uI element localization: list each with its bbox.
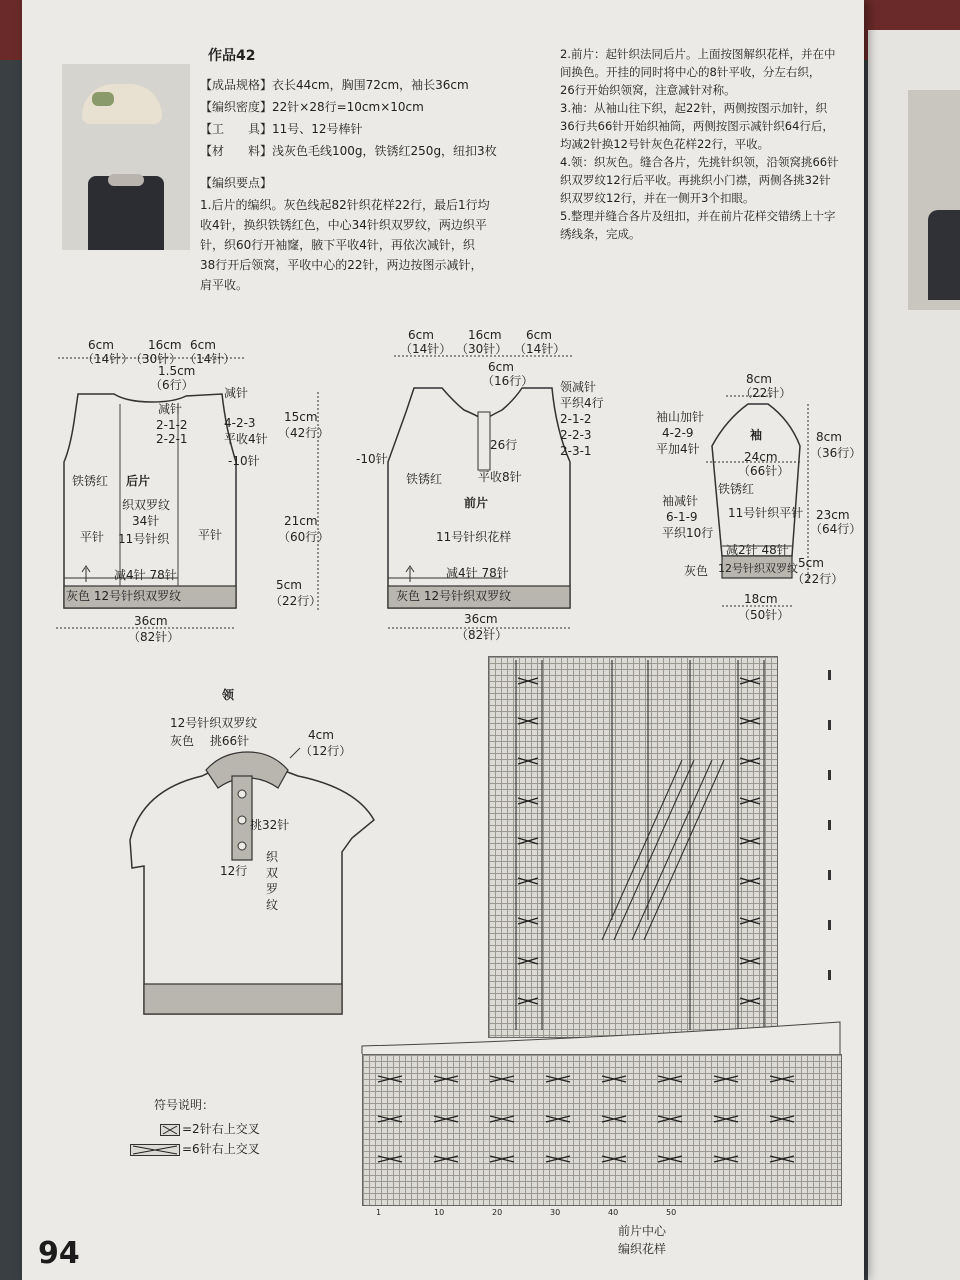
back-h-mid-rows: （60行） [278, 530, 330, 544]
sleeve-bottom: 18cm [744, 592, 778, 606]
back-h-bot-rows: （22行） [270, 594, 322, 608]
back-h-mid: 21cm [284, 514, 318, 528]
back-dec-label: 减针 [224, 386, 249, 400]
back-top-dim-left: 6cm [88, 338, 114, 352]
chart-axis-label: 40 [608, 1208, 619, 1217]
book-page [22, 0, 864, 1280]
left-text-line: 肩平收。 [200, 278, 249, 292]
chart-axis-label: 50 [666, 1208, 677, 1217]
back-top-sts-left: （14针） [82, 352, 134, 366]
sleeve-mid-sts: （66针） [738, 464, 790, 478]
sleeve-color: 铁锈红 [718, 482, 755, 496]
work-title: 作品42 [208, 48, 256, 64]
back-neck-dec: 减针 [158, 402, 183, 416]
right-text-line: 5.整理并缝合各片及纽扣，并在前片花样交错绣上十字 [560, 209, 836, 223]
sleeve-top-sts: （22针） [740, 386, 792, 400]
back-top-sts-right: （14针） [184, 352, 236, 366]
chart-axis-label: 1 [376, 1208, 382, 1217]
right-text-line: 3.袖：从袖山往下织，起22针，两侧按图示加针，织 [560, 101, 828, 115]
right-text-line: 均减2针换12号针灰色花样22行，平收。 [560, 137, 770, 151]
sleeve-bottom-sts: （50针） [738, 608, 790, 622]
sleeve-needle: 11号针织平针 [728, 506, 804, 520]
sleeve-cap-inc-seq: 4-2-9 [662, 426, 694, 440]
back-h-top: 15cm [284, 410, 318, 424]
collar-rib-char: 罗 [266, 882, 279, 896]
cross-2-icon [160, 1124, 180, 1136]
collar-h: 4cm [308, 728, 334, 742]
front-pattern: 11号针织花样 [436, 530, 512, 544]
back-neck-dec-seq: 2-1-2 [156, 418, 188, 432]
front-neck-dec-title: 领减针 [560, 380, 597, 394]
right-text-line: 26行开始织领窝，注意减针对称。 [560, 83, 736, 97]
chart-axis-label: 10 [434, 1208, 445, 1217]
collar-placket-rows: 12行 [220, 864, 248, 878]
back-center-3: 11号针织 [118, 532, 170, 546]
spec-row: 【编织密度】22针×28行=10cm×10cm [200, 100, 424, 114]
right-text-line: 36行共66针开始织袖筒，两侧按图示减针织64行后， [560, 119, 834, 133]
sleeve-cuff-color: 灰色 [684, 564, 709, 578]
sleeve-cuff-dec: 减2针 48针 [726, 543, 789, 557]
front-width-sts: （82针） [456, 628, 508, 642]
sleeve-top: 8cm [746, 372, 772, 386]
back-armhole-flat: 平收4针 [224, 432, 268, 446]
back-width: 36cm [134, 614, 168, 628]
front-neck-dec-flat: 平织4行 [560, 396, 604, 410]
sleeve-dec-title: 袖减针 [662, 494, 699, 508]
back-center-2: 34针 [132, 514, 160, 528]
left-text-line: 收4针，换织铁锈红色，中心34针织双罗纹，两边织平 [200, 218, 487, 232]
front-neck-dec-seq: 2-3-1 [560, 444, 592, 458]
back-top-sts-mid: （30针） [130, 352, 182, 366]
front-width: 36cm [464, 612, 498, 626]
left-text-line: 1.后片的编织。灰色线起82针织花样22行，最后1行均 [200, 198, 490, 212]
collar-h-rows: （12行） [300, 744, 352, 758]
collar-line2: 灰色 挑66针 [170, 734, 250, 748]
back-width-sts: （82针） [128, 630, 180, 644]
front-bottom-dec: 减4针 78针 [446, 566, 509, 580]
front-name: 前片 [464, 496, 489, 510]
right-text-line: 间换色。开挂的同时将中心的8针平收，分左右织， [560, 65, 821, 79]
cross-6-icon [130, 1144, 180, 1156]
front-neck-dec-seq: 2-1-2 [560, 412, 592, 426]
spec-row: 【工 具】11号、12号棒针 [200, 122, 363, 136]
left-text-line: 38行开后领窝，平收中心的22针，两边按图示减针， [200, 258, 483, 272]
back-top-dim-mid: 16cm [148, 338, 182, 352]
adjacent-photo [908, 90, 960, 310]
spec-row: 【成品规格】衣长44cm，胸围72cm，袖长36cm [200, 78, 469, 92]
collar-rib-char: 双 [266, 866, 279, 880]
sleeve-dec-flat: 平织10行 [662, 526, 714, 540]
front-color: 铁锈红 [406, 472, 443, 486]
right-text-line: 绣线条，完成。 [560, 227, 641, 241]
chart-axis-label: 20 [492, 1208, 503, 1217]
collar-title: 领 [222, 688, 235, 702]
back-neck-depth: 1.5cm [158, 364, 196, 378]
pattern-chart-lower-marks [22, 0, 864, 1280]
page-number: 94 [38, 1236, 80, 1271]
front-band: 灰色 12号针织双罗纹 [396, 589, 512, 603]
right-text-line: 4.领：织灰色。缝合各片，先挑针织领，沿领窝挑66针 [560, 155, 839, 169]
sleeve-len: 23cm [816, 508, 850, 522]
back-color: 铁锈红 [72, 474, 109, 488]
back-h-top-rows: （42行） [278, 426, 330, 440]
legend-item-2: =6针右上交叉 [182, 1142, 260, 1156]
front-neck-w: 6cm [488, 360, 514, 374]
chart-caption-1: 前片中心 [618, 1224, 667, 1238]
sleeve-len-rows: （64行） [810, 522, 862, 536]
front-placket-rows: 26行 [490, 438, 518, 452]
sleeve-cap-inc-flat: 平加4针 [656, 442, 700, 456]
right-text-line: 织双罗纹12行，并在一侧开3个扣眼。 [560, 191, 755, 205]
front-top-dim-mid: 16cm [468, 328, 502, 342]
back-center-1: 织双罗纹 [122, 498, 171, 512]
left-text-line: 针，织60行开袖窿，腋下平收4针，再依次减针，织 [200, 238, 475, 252]
front-neck-rows: （16行） [482, 374, 534, 388]
back-top-dim-right: 6cm [190, 338, 216, 352]
legend-title: 符号说明： [154, 1098, 215, 1112]
back-neck-dec-seq: 2-2-1 [156, 432, 188, 446]
collar-rib-char: 纹 [266, 898, 279, 912]
back-name: 后片 [126, 474, 151, 488]
front-top-dim-right: 6cm [526, 328, 552, 342]
method-heading: 【编织要点】 [200, 176, 273, 190]
collar-placket-pick: 挑32针 [250, 818, 290, 832]
back-plain-right: 平针 [198, 528, 223, 542]
right-text-line: 2.前片：起针织法同后片。上面按图解织花样，并在中 [560, 47, 836, 61]
front-top-sts-left: （14针） [400, 342, 452, 356]
chart-axis-label: 30 [550, 1208, 561, 1217]
sleeve-right-cap: 8cm [816, 430, 842, 444]
back-bottom-dec: 减4针 78针 [114, 568, 177, 582]
back-plain-left: 平针 [80, 530, 105, 544]
front-top-sts-mid: （30针） [456, 342, 508, 356]
front-side-dec: -10针 [356, 452, 388, 466]
sleeve-mid-w: 24cm [744, 450, 778, 464]
sleeve-cuff-rows: （22行） [792, 572, 844, 586]
back-armhole-dec: 4-2-3 [224, 416, 256, 430]
sleeve-cuff-h: 5cm [798, 556, 824, 570]
sleeve-right-cap-rows: （36行） [810, 446, 862, 460]
front-placket-bind: 平收8针 [478, 470, 522, 484]
adjacent-page [868, 30, 960, 1280]
back-side-dec: -10针 [228, 454, 260, 468]
legend-item-1: =2针右上交叉 [182, 1122, 260, 1136]
right-text-line: 织双罗纹12行后平收。再挑织小门襟，两侧各挑32针 [560, 173, 831, 187]
chart-caption-2: 编织花样 [618, 1242, 667, 1256]
collar-rib-char: 织 [266, 850, 279, 864]
sleeve-dec-seq: 6-1-9 [666, 510, 698, 524]
spec-row: 【材 料】浅灰色毛线100g，铁锈红250g，纽扣3枚 [200, 144, 497, 158]
front-top-dim-left: 6cm [408, 328, 434, 342]
sleeve-cap-inc-title: 袖山加针 [656, 410, 705, 424]
sleeve-cuff: 12号针织双罗纹 [718, 562, 798, 575]
back-h-bot: 5cm [276, 578, 302, 592]
back-band: 灰色 12号针织双罗纹 [66, 589, 182, 603]
back-neck-rows: （6行） [150, 378, 194, 392]
front-top-sts-right: （14针） [514, 342, 566, 356]
collar-line1: 12号针织双罗纹 [170, 716, 258, 730]
sleeve-name: 袖 [750, 428, 763, 442]
front-neck-dec-seq: 2-2-3 [560, 428, 592, 442]
